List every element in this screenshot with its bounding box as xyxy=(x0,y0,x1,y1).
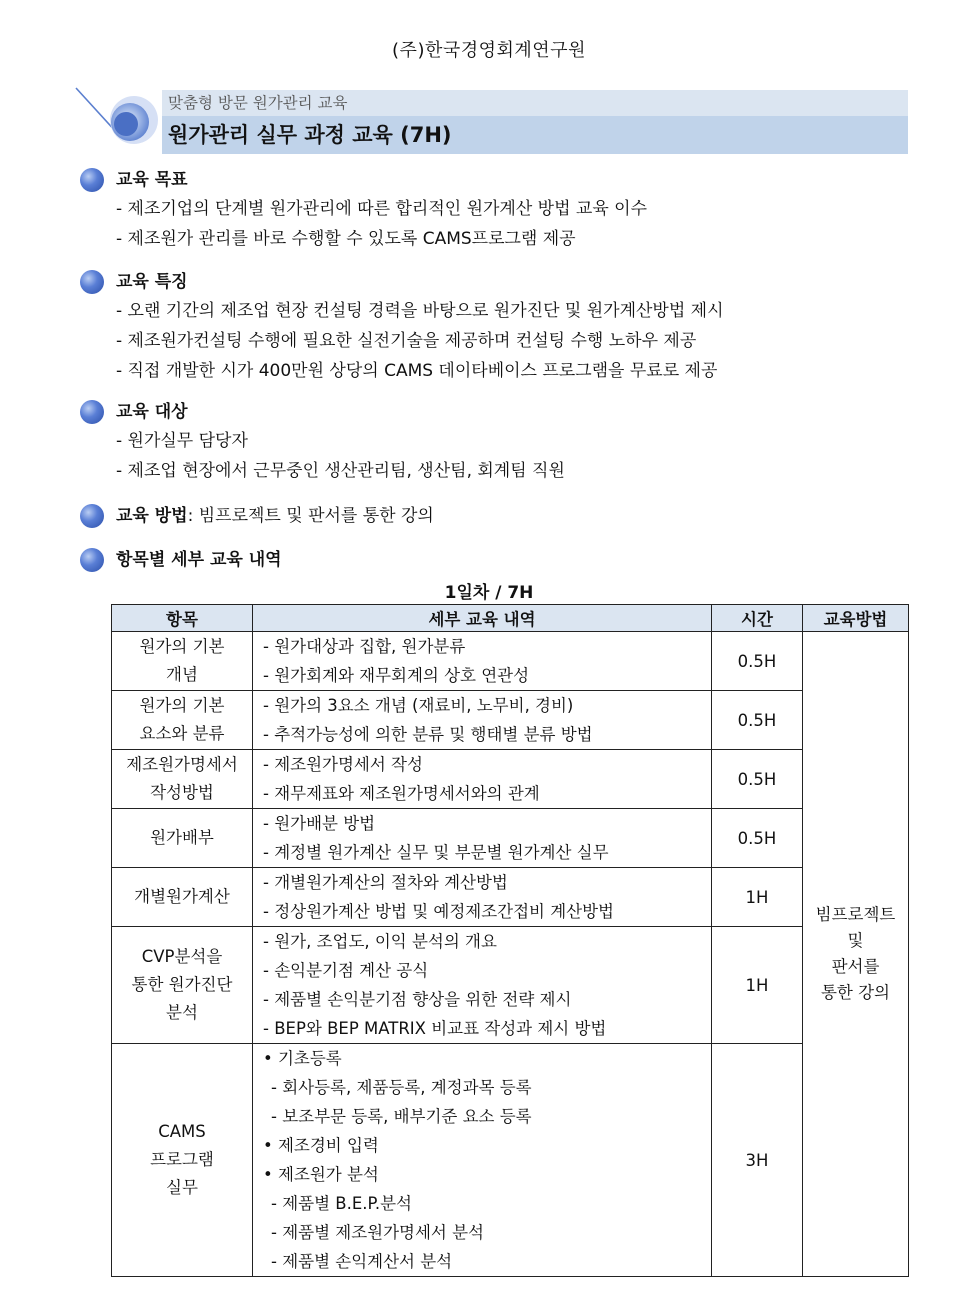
table-row xyxy=(112,750,909,809)
time-cell: 0.5H xyxy=(712,809,803,868)
category-cell: 제조원가명세서 작성방법 xyxy=(112,750,253,809)
bullet-icon xyxy=(80,400,104,424)
curriculum-table xyxy=(111,604,909,1277)
time-cell: 1H xyxy=(712,927,803,1044)
bullet-icon xyxy=(80,548,104,572)
category-cell: 개별원가계산 xyxy=(112,868,253,927)
banner-subtitle: 맞춤형 방문 원가관리 교육 xyxy=(162,90,908,116)
detail-cell: - 원가, 조업도, 이익 분석의 개요 - 손익분기점 계산 공식 - 제품별 손익분기점 향상을 위한 전략 제시 - BEP와 BEP MATRIX 비교표 작성과 제시 방법 xyxy=(253,927,712,1044)
section-target xyxy=(80,398,940,486)
time-cell: 0.5H xyxy=(712,750,803,809)
method-cell: 빔프로젝트 및 판서를 통한 강의 xyxy=(803,632,909,1277)
detail-cell: - 원가의 3요소 개념 (재료비, 노무비, 경비) - 추적가능성에 의한 분류 및 행태별 분류 방법 xyxy=(253,691,712,750)
category-cell: CVP분석을 통한 원가진단 분석 xyxy=(112,927,253,1044)
list-item: - 직접 개발한 시가 400만원 상당의 CAMS 데이타베이스 프로그램을 무료로 제공 xyxy=(116,361,718,381)
section-title: 교육 특징 xyxy=(116,272,188,292)
list-item: - 제조기업의 단계별 원가관리에 따른 합리적인 원가계산 방법 교육 이수 xyxy=(116,199,648,219)
detail-cell: - 개별원가계산의 절차와 계산방법 - 정상원가계산 방법 및 예정제조간접비 계산방법 xyxy=(253,868,712,927)
list-item: - 제조원가컨설팅 수행에 필요한 실전기술을 제공하며 컨설팅 수행 노하우 제공 xyxy=(116,331,697,351)
table-row xyxy=(112,1044,909,1277)
time-cell: 1H xyxy=(712,868,803,927)
detail-cell: - 제조원가명세서 작성 - 재무제표와 제조원가명세서와의 관계 xyxy=(253,750,712,809)
table-row xyxy=(112,809,909,868)
bullet-icon xyxy=(80,168,104,192)
table-row xyxy=(112,927,909,1044)
time-cell: 0.5H xyxy=(712,691,803,750)
company-name: (주)한국경영회계연구원 xyxy=(392,40,586,61)
category-cell: CAMS 프로그램 실무 xyxy=(112,1044,253,1277)
section-title: 교육 대상 xyxy=(116,402,188,422)
detail-cell: - 원가배분 방법 - 계정별 원가계산 실무 및 부문별 원가계산 실무 xyxy=(253,809,712,868)
time-cell: 3H xyxy=(712,1044,803,1277)
bullet-icon xyxy=(80,270,104,294)
section-method xyxy=(80,502,940,530)
detail-cell: • 기초등록 - 회사등록, 제품등록, 계정과목 등록 - 보조부문 등록, 배부기준 요소 등록 • 제조경비 입력 • 제조원가 분석 - 제품별 B.E.P.분석 - 제품별 제조원가명세서 분석 - 제품별 손익계산서 분석 xyxy=(253,1044,712,1277)
table-row xyxy=(112,632,909,691)
list-item: - 원가실무 담당자 xyxy=(116,431,248,451)
time-cell: 0.5H xyxy=(712,632,803,691)
list-item: - 제조업 현장에서 근무중인 생산관리팀, 생산팀, 회계팀 직원 xyxy=(116,461,565,481)
category-cell: 원가배부 xyxy=(112,809,253,868)
list-item: - 제조원가 관리를 바로 수행할 수 있도록 CAMS프로그램 제공 xyxy=(116,229,576,249)
column-header: 시간 xyxy=(712,605,803,632)
category-cell: 원가의 기본 요소와 분류 xyxy=(112,691,253,750)
section-feature xyxy=(80,268,940,386)
table-row xyxy=(112,868,909,927)
column-header: 교육방법 xyxy=(803,605,909,632)
section-title: 교육 목표 xyxy=(116,170,188,190)
table-caption: 1일차 / 7H xyxy=(444,583,534,603)
section-title: 교육 방법 xyxy=(116,506,188,526)
detail-cell: - 원가대상과 집합, 원가분류 - 원가회계와 재무회계의 상호 연관성 xyxy=(253,632,712,691)
bullet-icon xyxy=(80,504,104,528)
section-details xyxy=(80,546,940,574)
section-goal xyxy=(80,166,940,254)
category-cell: 원가의 기본 개념 xyxy=(112,632,253,691)
list-item: - 오랜 기간의 제조업 현장 컨설팅 경력을 바탕으로 원가진단 및 원가계산방법 제시 xyxy=(116,301,724,321)
column-header: 항목 xyxy=(112,605,253,632)
column-header: 세부 교육 내역 xyxy=(253,605,712,632)
banner-title: 원가관리 실무 과정 교육 (7H) xyxy=(162,116,908,154)
section-title: 항목별 세부 교육 내역 xyxy=(116,550,282,570)
method-text: : 빔프로젝트 및 판서를 통한 강의 xyxy=(187,506,434,526)
table-row xyxy=(112,691,909,750)
